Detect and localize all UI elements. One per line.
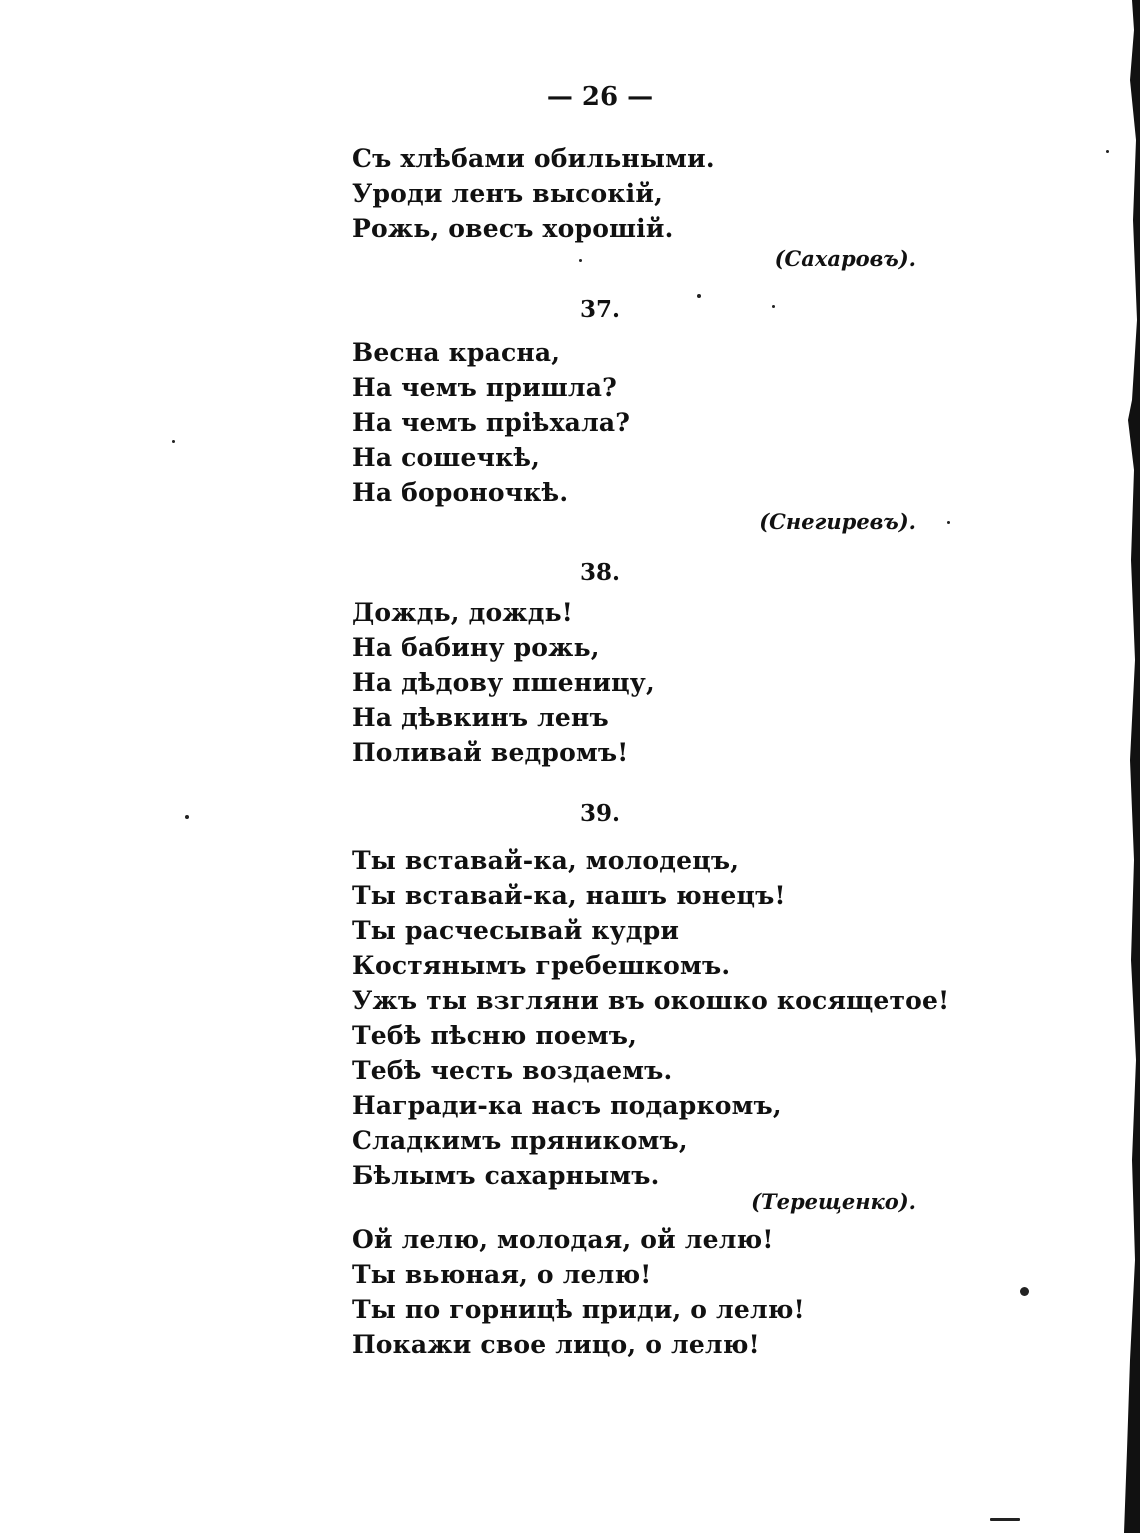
verse-line: Рожь, овесъ хорошій. (352, 214, 674, 243)
verse-line: Покажи свое лицо, о лелю! (352, 1330, 760, 1359)
verse-line: Ты по горницѣ приди, о лелю! (352, 1295, 805, 1324)
scan-speck (990, 1518, 1020, 1521)
scan-speck (185, 815, 189, 819)
scan-edge (1118, 0, 1140, 1533)
song-38 (352, 595, 922, 770)
verse-line: Поливай ведромъ! (352, 738, 629, 767)
verse-line: Костянымъ гребешкомъ. (352, 951, 731, 980)
scan-speck (1106, 150, 1109, 153)
song-37 (352, 335, 922, 510)
verse-line: Дождь, дождь! (352, 598, 573, 627)
scan-speck (172, 440, 175, 443)
song-number-39: 39. (579, 800, 620, 827)
verse-line: Тебѣ честь воздаемъ. (352, 1056, 673, 1085)
scan-speck (947, 521, 950, 524)
verse-line: Ой лелю, молодая, ой лелю! (352, 1225, 774, 1254)
song-39 (352, 843, 950, 1193)
verse-line: На чемъ пріѣхала? (352, 408, 631, 437)
verse-line: Ты вставай-ка, молодецъ, (352, 846, 740, 875)
scan-speck (1020, 1287, 1029, 1296)
verse-lelyu (352, 1222, 922, 1362)
attribution-sakharov: (Сахаровъ). (774, 246, 916, 271)
scan-speck (579, 259, 582, 262)
verse-line: Уроди ленъ высокій, (352, 179, 663, 208)
verse-line: Весна красна, (352, 338, 561, 367)
verse-continuation (352, 141, 922, 246)
attribution-snegirev: (Снегиревъ). (759, 509, 916, 534)
verse-line: Ужъ ты взгляни въ окошко косящетое! (352, 986, 950, 1015)
verse-line: На дѣдову пшеницу, (352, 668, 655, 697)
verse-line: Ты вьюная, о лелю! (352, 1260, 652, 1289)
song-number-38: 38. (579, 559, 620, 586)
attribution-tereshchenko: (Терещенко). (751, 1189, 916, 1214)
page-number: — 26 — (546, 82, 654, 112)
verse-line: На сошечкѣ, (352, 443, 541, 472)
scan-speck (697, 294, 701, 298)
scan-speck (772, 305, 775, 308)
verse-line: На дѣвкинъ ленъ (352, 703, 609, 732)
verse-line: Награди-ка насъ подаркомъ, (352, 1091, 782, 1120)
verse-line: На бороночкѣ. (352, 478, 569, 507)
verse-line: Бѣлымъ сахарнымъ. (352, 1161, 660, 1190)
verse-line: Тебѣ пѣсню поемъ, (352, 1021, 638, 1050)
verse-line: Ты вставай-ка, нашъ юнецъ! (352, 881, 786, 910)
verse-line: Сладкимъ пряникомъ, (352, 1126, 688, 1155)
verse-line: На чемъ пришла? (352, 373, 617, 402)
verse-line: Ты расчесывай кудри (352, 916, 680, 945)
verse-line: Съ хлѣбами обильными. (352, 144, 715, 173)
song-number-37: 37. (579, 296, 620, 323)
verse-line: На бабину рожь, (352, 633, 600, 662)
